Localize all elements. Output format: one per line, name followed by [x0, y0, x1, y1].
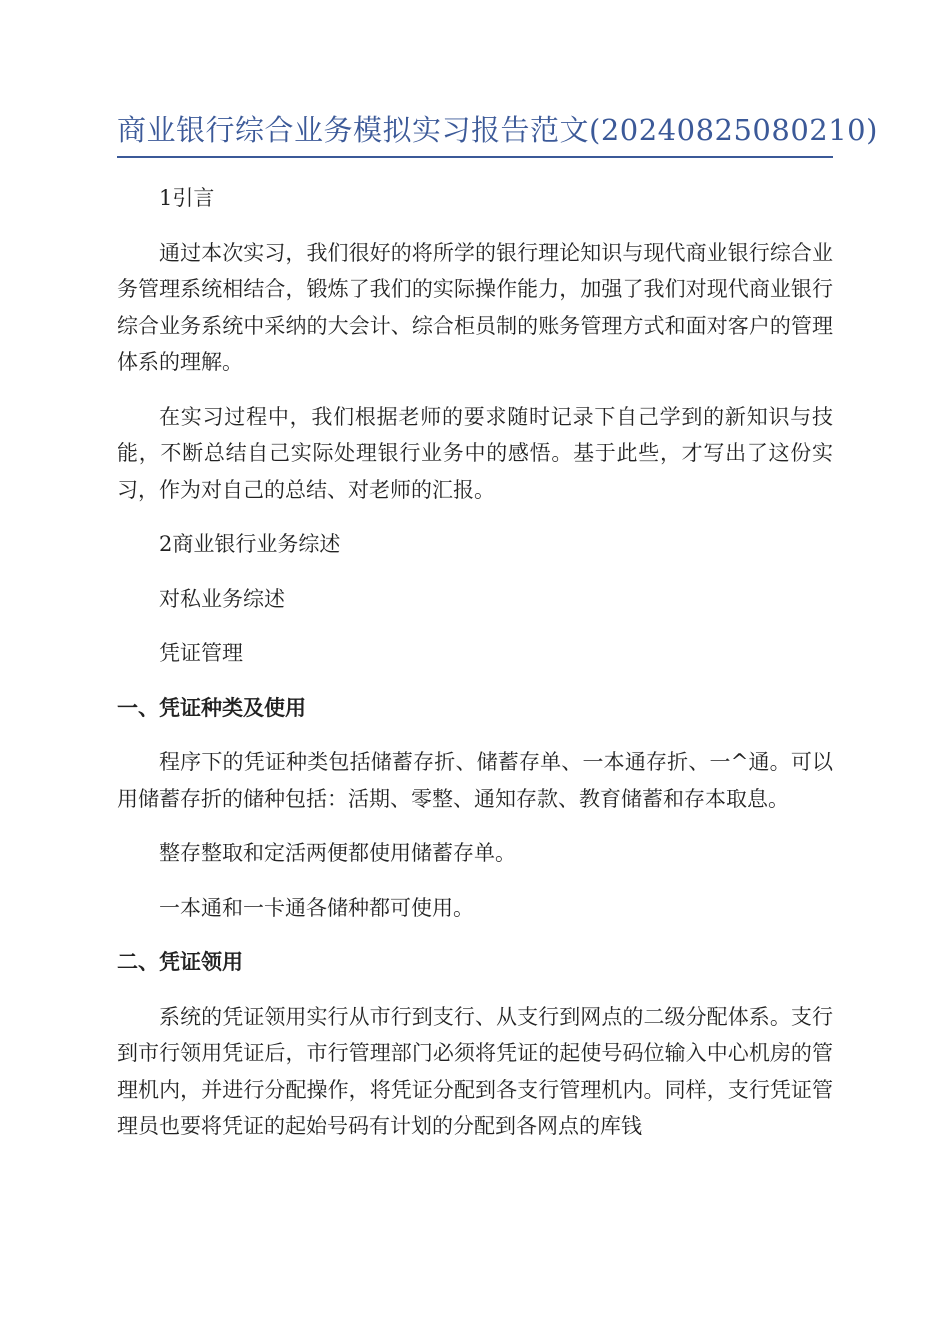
document-page [117, 108, 878, 1145]
intro-label: 1引言 [159, 186, 215, 210]
private-business-label: 对私业务综述 [159, 586, 285, 611]
paragraph-intro: 通过本次实习，我们很好的将所学的银行理论知识与现代商业银行综合业务管理系统相结合，锻炼了我们的实际操作能力，加强了我们对现代商业银行综合业务系统中采纳的大会计、综合柜员制的账务管理方式和面对客户的管理体系的理解。 [117, 240, 833, 374]
paragraph-voucher-collection: 系统的凭证领用实行从市行到支行、从支行到网点的二级分配体系。支行到市行领用凭证后，市行管理部门必须将凭证的起使号码位输入中心机房的管理机内，并进行分配操作，将凭证分配到各支行管理机内。同样，支行凭证管理员也要将凭证的起始号码有计划的分配到各网点的库钱 [117, 1004, 833, 1138]
paragraph-all-in-one: 一本通和一卡通各储种都可使用。 [159, 895, 474, 920]
paragraph-voucher-types: 程序下的凭证种类包括储蓄存折、储蓄存单、一本通存折、一^通。可以用储蓄存折的储种包括：活期、零整、通知存款、教育储蓄和存本取息。 [117, 750, 833, 811]
paragraph-process: 在实习过程中，我们根据老师的要求随时记录下自己学到的新知识与技能，不断总结自己实际处理银行业务中的感悟。基于此些，才写出了这份实习，作为对自己的总结、对老师的汇报。 [117, 404, 833, 502]
overview-label: 2商业银行业务综述 [159, 532, 341, 556]
voucher-management-label: 凭证管理 [159, 641, 243, 665]
document-title: 商业银行综合业务模拟实习报告范文(20240825080210) [117, 108, 833, 158]
heading-voucher-collection: 二、凭证领用 [117, 950, 243, 974]
paragraph-lump-sum: 整存整取和定活两便都使用储蓄存单。 [159, 841, 516, 865]
heading-voucher-types: 一、凭证种类及使用 [117, 695, 306, 720]
